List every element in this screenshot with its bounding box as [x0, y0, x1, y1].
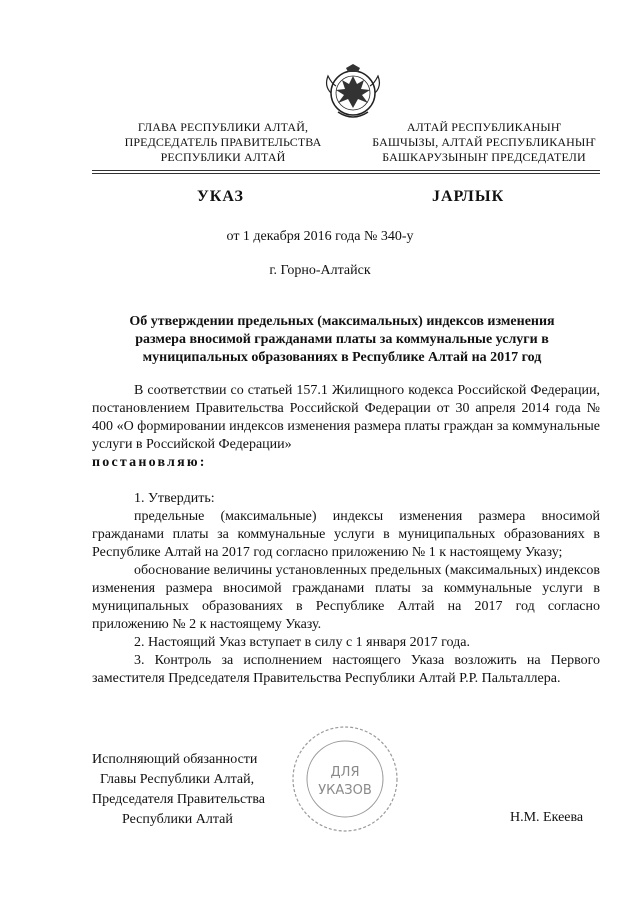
- preamble-text: В соответствии со статьей 157.1 Жилищного кодекса Российской Федерации, постановлением Правительства Российской Федерации от 30 апреля 2014 года № 400 «О формировании индексов изменения размера платы граждан за коммунальные услуги в Российской Федерации»: [92, 383, 600, 452]
- item-1a: предельные (максимальные) индексы изменения размера вносимой гражданами платы за коммунальные услуги в муниципальных образованиях в Республике Алтай на 2017 год согласно приложению № 1 к настоящему Указу;: [92, 509, 600, 560]
- header-left-line-3: РЕСПУБЛИКИ АЛТАЙ: [160, 150, 286, 164]
- signature-block: [92, 750, 265, 830]
- header-divider-top: [92, 170, 600, 171]
- header-left-line-1: ГЛАВА РЕСПУБЛИКИ АЛТАЙ,: [137, 120, 309, 134]
- signature-line-2: Главы Республики Алтай,: [100, 772, 255, 787]
- stamp-line-1: ДЛЯ: [330, 765, 360, 780]
- header-left: [118, 120, 328, 165]
- signature-line-1: Исполняющий обязанности: [92, 752, 258, 767]
- decree-word: постановляю:: [92, 455, 207, 470]
- official-stamp: [290, 724, 400, 834]
- coat-of-arms-emblem: [318, 62, 388, 124]
- decree-subject: Об утверждении предельных (максимальных) индексов изменения размера вносимой гражданами платы за коммунальные услуги в муниципальных образованиях в Республике Алтай на 2017 год: [129, 314, 555, 365]
- header-divider-bottom: [92, 173, 600, 174]
- stamp-line-2: УКАЗОВ: [318, 783, 372, 798]
- signer-name: Н.М. Екеева: [510, 810, 584, 825]
- date-number-line: от 1 декабря 2016 года № 340-у: [226, 229, 414, 244]
- city-line: г. Горно-Алтайск: [269, 263, 371, 278]
- header-right-line-3: БАШКАРУЗЫНЫҤ ПРЕДСЕДАТЕЛИ: [382, 150, 586, 164]
- preamble-paragraph: [92, 382, 600, 454]
- decree-body: [92, 382, 600, 688]
- doc-type-alt: ЈАРЛЫК: [432, 188, 505, 205]
- signature-line-4: Республики Алтай: [122, 812, 233, 827]
- item-1b: обоснование величины установленных предельных (максимальных) индексов изменения размера вносимой гражданами платы за коммунальные услуги в муниципальных образованиях в Республике Алтай на 2017 год согласно приложению № 2 к настоящему Указу.: [92, 563, 600, 632]
- header-right-line-1: АЛТАЙ РЕСПУБЛИКАНЫҤ: [406, 120, 562, 134]
- doc-type-ru: УКАЗ: [197, 188, 244, 205]
- item-3: 3. Контроль за исполнением настоящего Указа возложить на Первого заместителя Председателя Правительства Республики Алтай Р.Р. Пальталлера.: [92, 653, 600, 686]
- header-left-line-2: ПРЕДСЕДАТЕЛЬ ПРАВИТЕЛЬСТВА: [124, 135, 322, 149]
- header-right: [364, 120, 604, 165]
- header-right-line-2: БАШЧЫЗЫ, АЛТАЙ РЕСПУБЛИКАНЫҤ: [372, 135, 596, 149]
- signature-line-3: Председателя Правительства: [92, 792, 266, 807]
- item-2: 2. Настоящий Указ вступает в силу с 1 января 2017 года.: [134, 635, 470, 650]
- item-1: 1. Утвердить:: [134, 491, 215, 506]
